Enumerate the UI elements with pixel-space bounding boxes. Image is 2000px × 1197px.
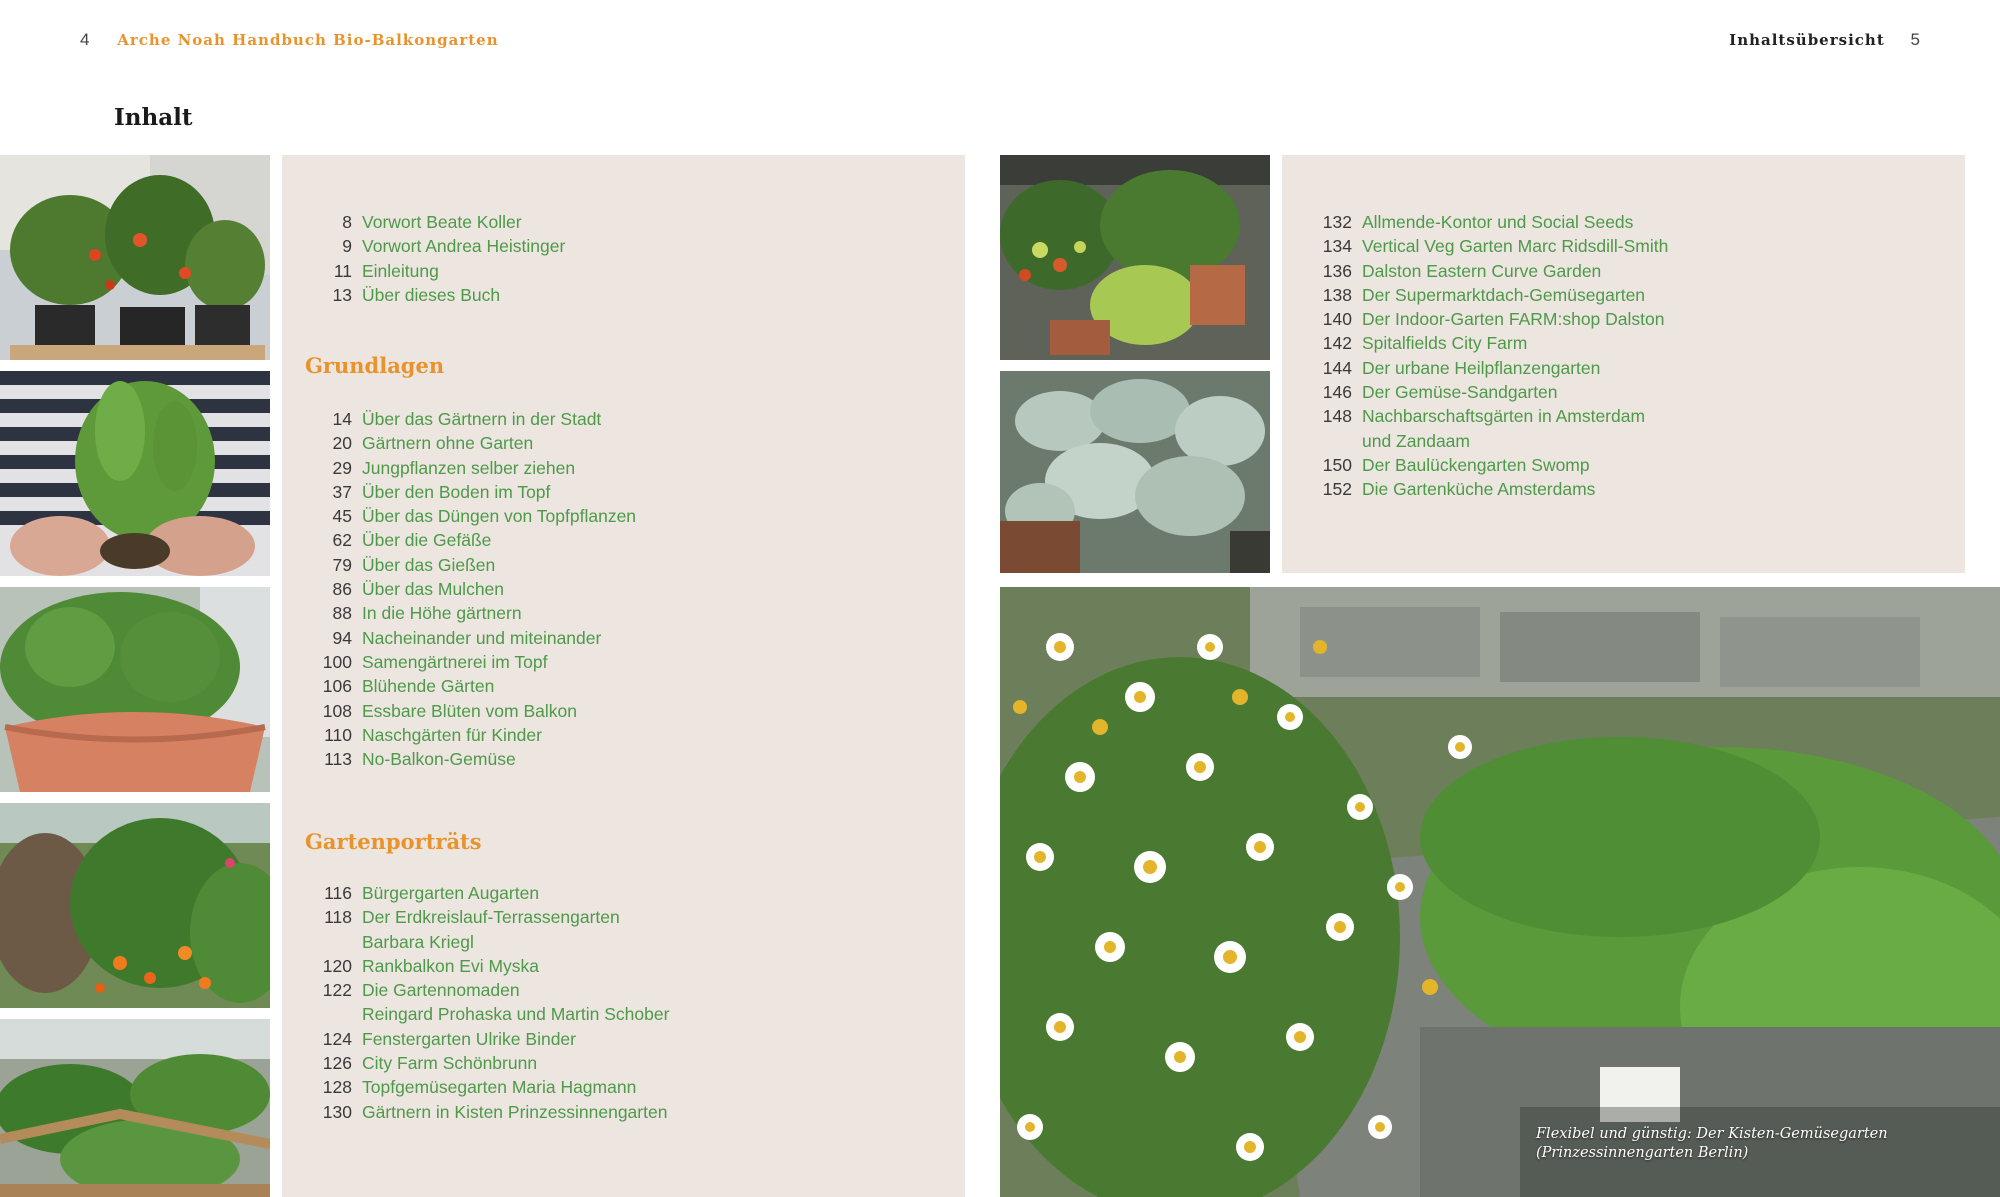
- toc-entry[interactable]: [306, 504, 636, 528]
- page-title: Inhalt: [114, 104, 193, 131]
- toc-page-number: 110: [324, 724, 352, 745]
- toc-title: Der Indoor-Garten FARM:shop Dalston: [1362, 309, 1665, 330]
- toc-entry[interactable]: [306, 626, 636, 650]
- toc-page-number: 148: [1322, 406, 1352, 427]
- toc-page-number: 62: [332, 530, 352, 551]
- toc-title: In die Höhe gärtnern: [362, 603, 522, 624]
- toc-title: City Farm Schönbrunn: [362, 1053, 538, 1074]
- toc-entry[interactable]: [1306, 380, 1668, 404]
- toc-title: Bürgergarten Augarten: [362, 883, 540, 903]
- toc-title: Über den Boden im Topf: [362, 481, 551, 502]
- toc-page-number: 138: [1322, 284, 1352, 305]
- toc-title: Der Baulückengarten Swomp: [1362, 454, 1590, 475]
- toc-page-number: 134: [1322, 236, 1352, 257]
- toc-page-number: 86: [332, 579, 352, 600]
- toc-page-number: 29: [332, 457, 352, 478]
- toc-page-number: 142: [1322, 333, 1352, 354]
- section-heading-grundlagen: Grundlagen: [305, 353, 445, 378]
- toc-page-number: 108: [322, 700, 352, 721]
- toc-title: Jungpflanzen selber ziehen: [362, 457, 576, 478]
- section-title: Inhaltsübersicht: [1729, 31, 1885, 49]
- toc-title: Über das Gärtnern in der Stadt: [362, 409, 602, 429]
- toc-title: Nacheinander und miteinander: [362, 627, 602, 648]
- toc-title: Vorwort Andrea Heistinger: [362, 236, 566, 257]
- toc-page-number: 126: [322, 1053, 352, 1074]
- toc-page-number: 100: [322, 651, 352, 672]
- toc-entry[interactable]: [306, 954, 669, 978]
- toc-title: Gärtnern in Kisten Prinzessinnengarten: [362, 1101, 668, 1122]
- toc-entry[interactable]: [1306, 404, 1668, 453]
- toc-title: Gärtnern ohne Garten: [362, 433, 534, 454]
- toc-entry[interactable]: [306, 234, 565, 258]
- page-number-right: 5: [1910, 30, 1920, 49]
- running-title: Arche Noah Handbuch Bio-Balkongarten: [117, 31, 499, 49]
- toc-title: Allmende-Kontor und Social Seeds: [1362, 212, 1634, 232]
- toc-page-number: 8: [342, 212, 352, 232]
- toc-title: Über das Mulchen: [362, 579, 505, 600]
- toc-entry[interactable]: [1306, 234, 1668, 258]
- toc-page-number: 150: [1322, 454, 1352, 475]
- toc-gartenportraets: [306, 881, 669, 1124]
- toc-title: Topfgemüsegarten Maria Hagmann: [362, 1077, 637, 1098]
- toc-page-number: 118: [324, 907, 352, 928]
- toc-entry[interactable]: [306, 601, 636, 625]
- toc-entry[interactable]: [306, 747, 636, 771]
- toc-page-number: 113: [324, 749, 352, 770]
- toc-title: Der Gemüse-Sandgarten: [1362, 382, 1558, 403]
- toc-title: Einleitung: [362, 260, 439, 281]
- photo-raised-beds: [0, 1019, 270, 1197]
- toc-entry[interactable]: [306, 283, 565, 307]
- toc-title: Dalston Eastern Curve Garden: [1362, 260, 1602, 281]
- toc-entry[interactable]: [306, 978, 669, 1027]
- photo-silver-leaves: [1000, 371, 1270, 573]
- toc-grundlagen: [306, 407, 636, 771]
- photo-nasturtium-garden: [0, 803, 270, 1008]
- toc-title: No-Balkon-Gemüse: [362, 749, 516, 770]
- toc-title: Die Gartenküche Amsterdams: [1362, 479, 1596, 500]
- toc-title: Der urbane Heilpflanzengarten: [1362, 357, 1601, 378]
- toc-page-number: 152: [1322, 479, 1352, 500]
- toc-entry[interactable]: [1306, 477, 1668, 501]
- toc-page-number: 122: [322, 980, 352, 1001]
- toc-page-number: 11: [333, 260, 352, 281]
- toc-entry[interactable]: [306, 210, 565, 234]
- toc-entry[interactable]: [306, 456, 636, 480]
- toc-entry[interactable]: [1306, 283, 1668, 307]
- toc-page-number: 94: [332, 627, 352, 648]
- toc-page-number: 88: [332, 603, 352, 624]
- toc-page-number: 106: [322, 676, 352, 697]
- toc-entry[interactable]: [1306, 356, 1668, 380]
- toc-intro: [306, 210, 565, 307]
- toc-entry[interactable]: [306, 1075, 669, 1099]
- toc-entry[interactable]: [306, 577, 636, 601]
- toc-page-number: 79: [332, 554, 352, 575]
- header-right: [1729, 30, 1920, 50]
- toc-entry[interactable]: [306, 407, 636, 431]
- page-number-left: 4: [80, 30, 90, 49]
- toc-title: Über dieses Buch: [362, 284, 501, 305]
- toc-title: Fenstergarten Ulrike Binder: [362, 1028, 576, 1049]
- photo-caption: Flexibel und günstig: Der Kisten-Gemüsegarten (Prinzessinnengarten Berlin): [1536, 1126, 1888, 1161]
- section-heading-gartenportraets: Gartenporträts: [305, 829, 482, 854]
- photo-leafy-pot: [0, 587, 270, 792]
- toc-panel-left: [282, 155, 965, 1197]
- header-left: [80, 30, 499, 50]
- toc-entry[interactable]: [1306, 331, 1668, 355]
- toc-title: Der Supermarktdach-Gemüsegarten: [1362, 284, 1646, 305]
- toc-entry[interactable]: [1306, 210, 1668, 234]
- toc-page-number: 130: [322, 1101, 352, 1122]
- toc-title: Naschgärten für Kinder: [362, 724, 542, 745]
- toc-page-number: 45: [332, 506, 352, 527]
- toc-page-number: 132: [1322, 212, 1352, 232]
- toc-page-number: 20: [332, 433, 352, 454]
- toc-page-number: 120: [322, 955, 352, 976]
- toc-right: [1306, 210, 1668, 502]
- toc-title: Über das Düngen von Topfpflanzen: [362, 506, 637, 527]
- toc-title: Über die Gefäße: [362, 530, 492, 551]
- toc-entry[interactable]: [306, 905, 669, 954]
- toc-entry[interactable]: [306, 480, 636, 504]
- toc-page-number: 140: [1322, 309, 1352, 330]
- toc-entry[interactable]: [306, 259, 565, 283]
- toc-entry[interactable]: [306, 650, 636, 674]
- toc-title: Blühende Gärten: [362, 676, 495, 697]
- toc-title: Vertical Veg Garten Marc Ridsdill-Smith: [1362, 236, 1669, 257]
- toc-title: Die Gartennomaden Reingard Prohaska und Martin Schober: [362, 980, 670, 1025]
- toc-page-number: 37: [332, 481, 352, 502]
- photo-chamomile-boxes: [1000, 587, 2000, 1197]
- toc-entry[interactable]: [1306, 453, 1668, 477]
- photo-seedling-in-hands: [0, 371, 270, 576]
- toc-title: Nachbarschaftsgärten in Amsterdam und Zandaam: [1362, 406, 1646, 451]
- toc-page-number: 144: [1322, 357, 1352, 378]
- toc-entry[interactable]: [306, 723, 636, 747]
- toc-entry[interactable]: [306, 881, 669, 905]
- toc-page-number: 13: [332, 284, 352, 305]
- toc-page-number: 14: [332, 409, 352, 429]
- photo-pepper-plants: [0, 155, 270, 360]
- photo-tomato-plants: [1000, 155, 1270, 360]
- toc-entry[interactable]: [306, 1100, 669, 1124]
- toc-page-number: 136: [1322, 260, 1352, 281]
- toc-title: Über das Gießen: [362, 554, 496, 575]
- toc-entry[interactable]: [1306, 307, 1668, 331]
- toc-page-number: 116: [324, 883, 352, 903]
- toc-title: Rankbalkon Evi Myska: [362, 955, 540, 976]
- toc-entry[interactable]: [1306, 259, 1668, 283]
- toc-entry[interactable]: [306, 553, 636, 577]
- toc-entry[interactable]: [306, 699, 636, 723]
- toc-page-number: 146: [1322, 382, 1352, 403]
- toc-entry[interactable]: [306, 1051, 669, 1075]
- toc-entry[interactable]: [306, 674, 636, 698]
- toc-page-number: 9: [342, 236, 352, 257]
- toc-title: Spitalfields City Farm: [1362, 333, 1528, 354]
- toc-title: Essbare Blüten vom Balkon: [362, 700, 577, 721]
- toc-page-number: 124: [322, 1028, 352, 1049]
- toc-panel-right: [1282, 155, 1965, 573]
- toc-title: Der Erdkreislauf-Terrassengarten Barbara Kriegl: [362, 907, 620, 952]
- toc-entry[interactable]: [306, 528, 636, 552]
- toc-entry[interactable]: [306, 431, 636, 455]
- toc-title: Samengärtnerei im Topf: [362, 651, 548, 672]
- toc-title: Vorwort Beate Koller: [362, 212, 522, 232]
- toc-page-number: 128: [322, 1077, 352, 1098]
- toc-entry[interactable]: [306, 1027, 669, 1051]
